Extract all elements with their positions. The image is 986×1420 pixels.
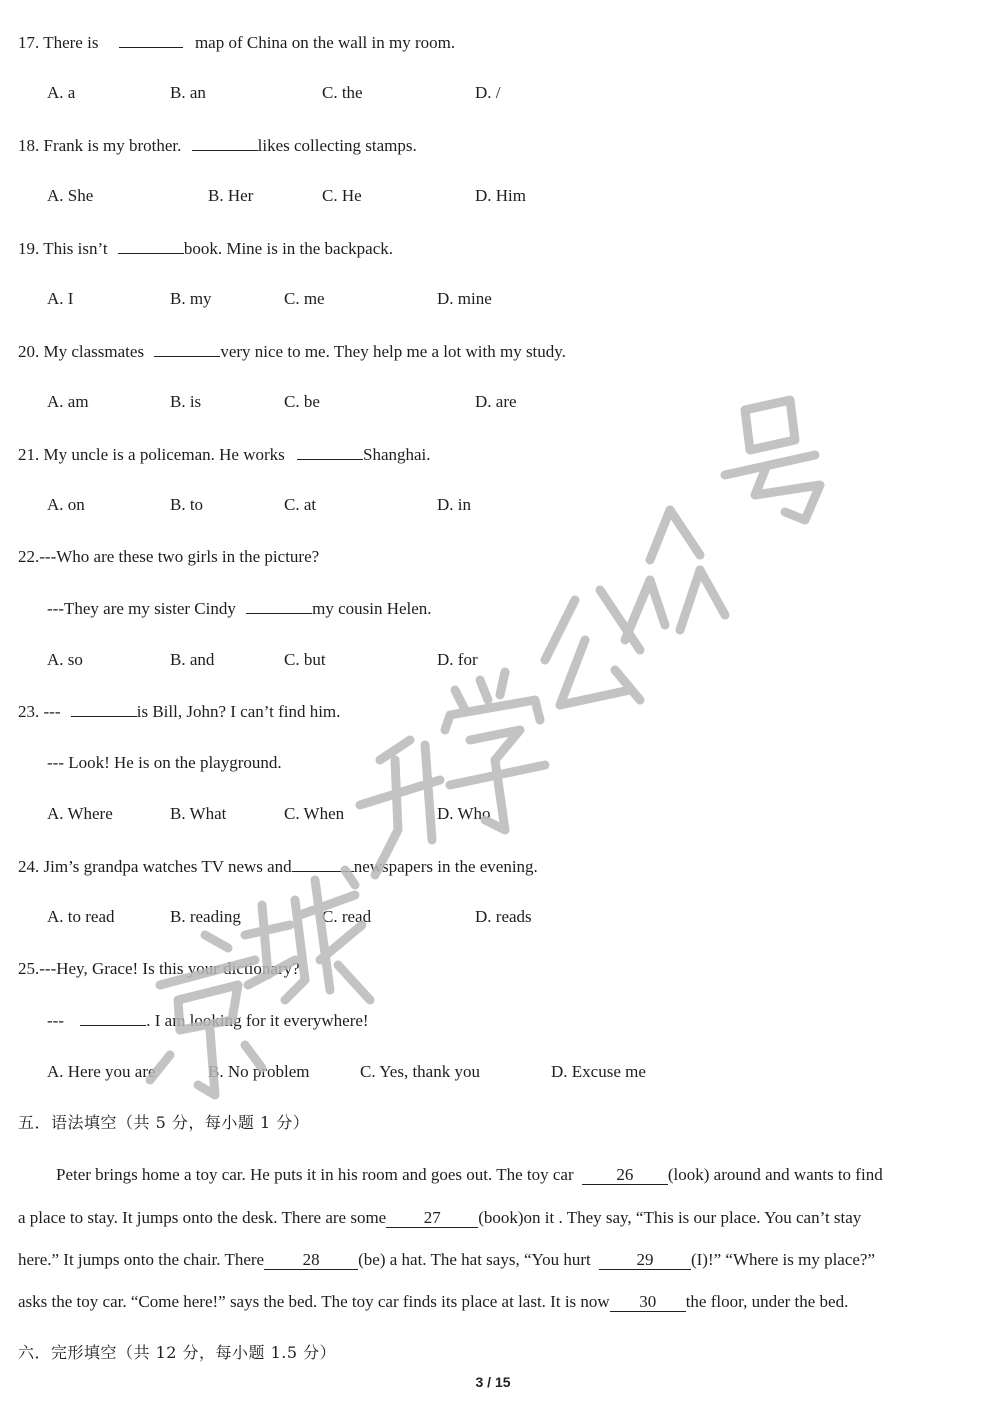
option-c: C. at: [284, 495, 317, 514]
answer-blank: [80, 1010, 146, 1026]
option-c: C. Yes, thank you: [360, 1062, 480, 1081]
option-a: A. on: [47, 495, 85, 514]
question-text: My classmates: [43, 342, 145, 361]
option-d: D. mine: [437, 289, 492, 308]
option-b: B. What: [170, 804, 227, 823]
answer-blank: [297, 444, 363, 460]
answer-blank: [119, 32, 183, 48]
option-a: A. Where: [47, 804, 113, 823]
option-c: C. but: [284, 650, 326, 669]
option-c: C. read: [322, 907, 372, 926]
option-d: D. Excuse me: [551, 1062, 646, 1081]
page-number: 3 / 15: [475, 1374, 511, 1390]
question-text: is Bill, John? I can’t find him.: [136, 702, 341, 721]
option-a: A. Here you are: [47, 1062, 156, 1081]
option-b: B. an: [170, 83, 206, 102]
option-d: D. in: [437, 495, 471, 514]
question-number: 23.: [18, 702, 40, 721]
option-d: D. Who: [437, 804, 491, 823]
question-17: [18, 32, 455, 53]
question-text: ---: [47, 1011, 64, 1030]
section-title: 六．完形填空（共 12 分，每小题 1.5 分）: [18, 1343, 337, 1362]
question-number: 17.: [18, 33, 40, 52]
option-b: B. No problem: [208, 1062, 310, 1081]
passage-text: a place to stay. It jumps onto the desk. There are some: [18, 1208, 387, 1227]
passage-line: [56, 1165, 883, 1185]
passage-text: (look) around and wants to find: [667, 1165, 883, 1184]
question-text: book. Mine is in the backpack.: [183, 239, 393, 258]
passage-line: [18, 1292, 848, 1312]
question-text: my cousin Helen.: [312, 599, 432, 618]
question-text: ---Hey, Grace! Is this your dictionary?: [39, 959, 300, 978]
option-c: C. When: [284, 804, 345, 823]
question-text: This isn’t: [43, 239, 108, 258]
question-22-line-2: [47, 598, 432, 619]
passage-text: the floor, under the bed.: [685, 1292, 849, 1311]
option-c: C. the: [322, 83, 363, 102]
option-d: D. Him: [475, 186, 526, 205]
option-c: C. He: [322, 186, 362, 205]
question-23: [18, 701, 340, 722]
option-d: D. are: [475, 392, 517, 411]
section-title: 五．语法填空（共 5 分，每小题 1 分）: [18, 1113, 310, 1132]
blank-27: 27: [386, 1209, 478, 1228]
answer-blank: [192, 135, 258, 151]
passage-text: asks the toy car. “Come here!” says the bed. The toy car finds its place at last. It is now: [18, 1292, 610, 1311]
question-number: 20.: [18, 342, 40, 361]
question-number: 24.: [18, 857, 40, 876]
option-c: C. me: [284, 289, 325, 308]
question-text: Shanghai.: [363, 445, 431, 464]
passage-text: (book)on it . They say, “This is our place. You can’t stay: [478, 1208, 862, 1227]
blank-30: 30: [610, 1293, 686, 1312]
question-text: ---: [43, 702, 61, 721]
blank-26: 26: [582, 1166, 668, 1185]
question-text: My uncle is a policeman. He works: [43, 445, 285, 464]
question-text: ---They are my sister Cindy: [47, 599, 236, 618]
passage-text: here.” It jumps onto the chair. There: [18, 1250, 265, 1269]
question-25: [18, 959, 300, 979]
answer-blank: [71, 701, 137, 717]
passage-text: (be) a hat. The hat says, “You hurt: [358, 1250, 591, 1269]
passage-text: Peter brings home a toy car. He puts it in his room and goes out. The toy car: [56, 1165, 574, 1184]
option-c: C. be: [284, 392, 320, 411]
question-number: 22.: [18, 547, 40, 566]
answer-blank: [292, 856, 354, 872]
question-text: There is: [43, 33, 99, 52]
question-23-line-2: --- Look! He is on the playground.: [47, 753, 282, 772]
option-a: A. a: [47, 83, 76, 102]
question-21: [18, 444, 431, 465]
question-text: very nice to me. They help me a lot with my study.: [220, 342, 566, 361]
answer-blank: [246, 598, 312, 614]
option-a: A. I: [47, 289, 74, 308]
question-25-line-2: [47, 1010, 369, 1031]
question-text: Frank is my brother.: [43, 136, 182, 155]
question-text: Jim’s grandpa watches TV news and: [43, 857, 292, 876]
passage-text: (I)!” “Where is my place?”: [690, 1250, 876, 1269]
passage-line: [18, 1208, 861, 1228]
question-text: . I am looking for it everywhere!: [146, 1011, 369, 1030]
question-text: newspapers in the evening.: [353, 857, 538, 876]
option-d: D. reads: [475, 907, 532, 926]
question-text: map of China on the wall in my room.: [194, 33, 456, 52]
option-b: B. and: [170, 650, 215, 669]
option-d: D. for: [437, 650, 478, 669]
answer-blank: [118, 238, 184, 254]
passage-line: [18, 1250, 875, 1270]
option-d: D. /: [475, 83, 501, 102]
option-b: B. my: [170, 289, 212, 308]
question-18: [18, 135, 417, 156]
question-19: [18, 238, 393, 259]
option-a: A. am: [47, 392, 89, 411]
question-number: 21.: [18, 445, 40, 464]
option-b: B. to: [170, 495, 204, 514]
question-24: [18, 856, 538, 877]
question-20: [18, 341, 566, 362]
question-text: ---Who are these two girls in the picture?: [39, 547, 320, 566]
question-number: 18.: [18, 136, 40, 155]
option-a: A. She: [47, 186, 94, 205]
option-b: B. Her: [208, 186, 254, 205]
option-b: B. reading: [170, 907, 241, 926]
question-text: likes collecting stamps.: [257, 136, 417, 155]
option-a: A. so: [47, 650, 83, 669]
question-22: [18, 547, 319, 567]
blank-29: 29: [599, 1251, 691, 1270]
option-b: B. is: [170, 392, 202, 411]
question-number: 25.: [18, 959, 40, 978]
question-number: 19.: [18, 239, 40, 258]
option-a: A. to read: [47, 907, 115, 926]
answer-blank: [154, 341, 220, 357]
blank-28: 28: [264, 1251, 358, 1270]
